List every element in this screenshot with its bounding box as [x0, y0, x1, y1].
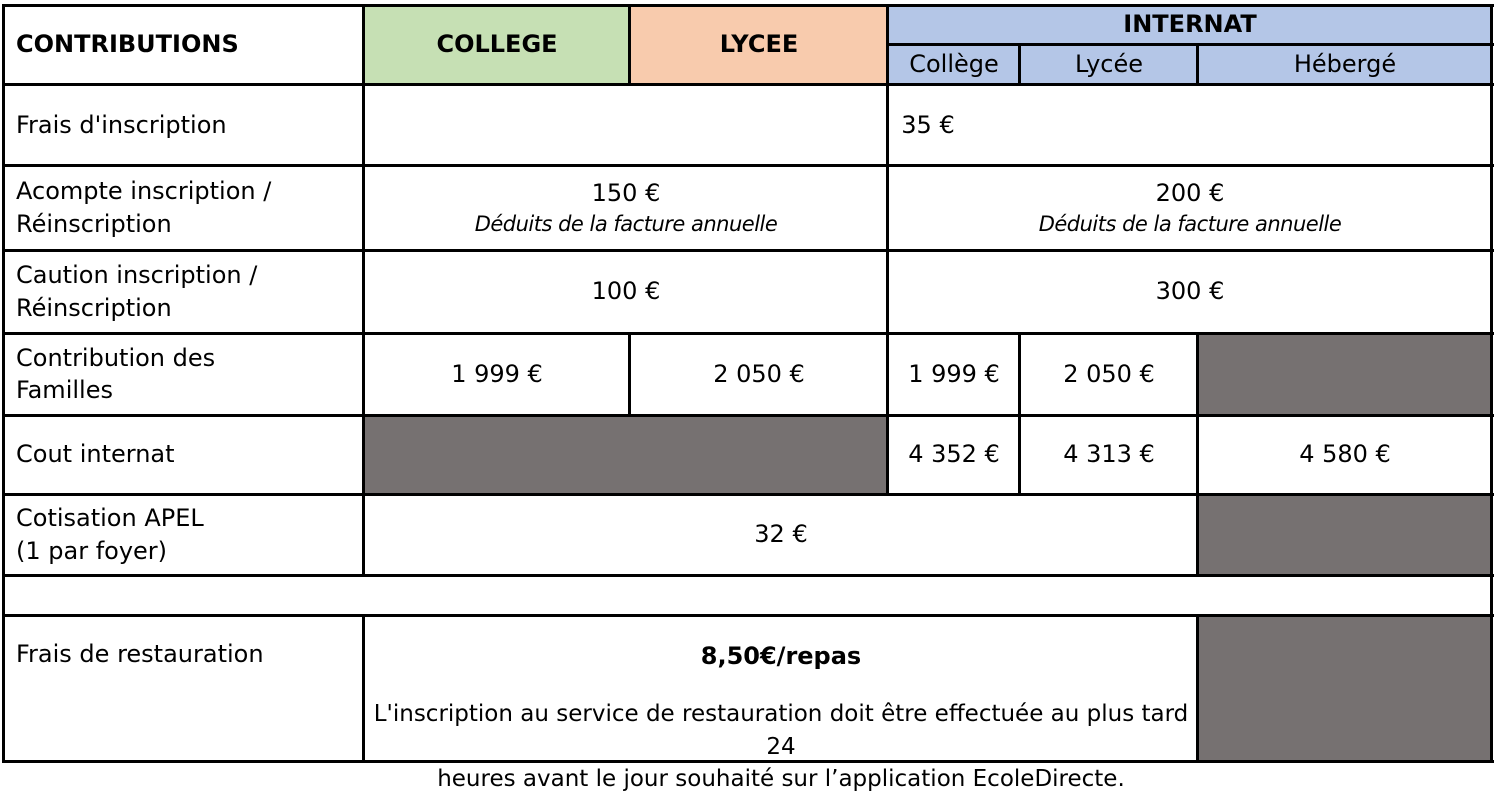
- restauration-heberge-empty: [1199, 616, 1491, 760]
- apel-heberge-empty: [1199, 495, 1491, 574]
- acompte-internat: 200 € Déduits de la facture annuelle: [1038, 179, 1342, 236]
- grid-line: [2, 249, 1494, 252]
- grid-line: [2, 614, 1494, 617]
- row-label-apel: Cotisation APEL (1 par foyer): [16, 504, 204, 565]
- grid-line: [887, 43, 1494, 46]
- header-contributions: CONTRIBUTIONS: [16, 30, 239, 59]
- grid-line: [1490, 4, 1493, 763]
- grid-line: [2, 83, 1494, 86]
- grid-line: [1018, 43, 1021, 85]
- grid-line: [362, 4, 365, 575]
- header-internat-college: Collège: [889, 45, 1019, 83]
- caution-internat: 300 €: [1155, 277, 1225, 306]
- contribution-lycee: 2 050 €: [713, 359, 805, 388]
- grid-line: [886, 4, 889, 496]
- row-label-cout-internat: Cout internat: [16, 440, 175, 469]
- restauration-info: L'inscription au service de restauration doit être effectuée au plus tard 24 heures avant le jour souhaité sur l’application EcoleDirecte.: [373, 701, 1189, 792]
- row-label-inscription: Frais d'inscription: [16, 110, 227, 139]
- grid-line: [628, 4, 631, 85]
- grid-line: [2, 493, 1494, 496]
- cout-internat-externe-empty: [365, 416, 887, 493]
- contribution-college: 1 999 €: [451, 359, 543, 388]
- contribution-internat-lycee: 2 050 €: [1063, 359, 1155, 388]
- row-label-restauration: Frais de restauration: [16, 640, 264, 668]
- restauration-value: [365, 616, 1197, 792]
- grid-line: [362, 614, 365, 763]
- grid-line: [2, 574, 1494, 577]
- row-label-acompte: Acompte inscription / Réinscription: [16, 177, 272, 238]
- cout-internat-lycee: 4 313 €: [1063, 440, 1155, 469]
- contribution-heberge-empty: [1199, 334, 1491, 414]
- grid-line: [1196, 614, 1199, 763]
- grid-line: [2, 4, 1494, 7]
- grid-line: [2, 760, 1494, 763]
- grid-line: [1018, 332, 1021, 495]
- grid-line: [1196, 43, 1199, 85]
- apel-value: 32 €: [754, 520, 808, 549]
- grid-line: [2, 164, 1494, 167]
- contribution-internat-college: 1 999 €: [908, 359, 1000, 388]
- header-internat-lycee: Lycée: [1021, 45, 1197, 83]
- cout-internat-heberge: 4 580 €: [1299, 440, 1391, 469]
- header-college: COLLEGE: [365, 6, 629, 83]
- inscription-value: 35 €: [901, 110, 955, 139]
- header-internat: INTERNAT: [889, 6, 1491, 43]
- header-lycee: LYCEE: [631, 6, 887, 83]
- row-label-caution: Caution inscription / Réinscription: [16, 261, 258, 322]
- row-label-contribution: Contribution des Familles: [16, 343, 216, 404]
- spacer-row: [4, 576, 1491, 614]
- grid-line: [2, 332, 1494, 335]
- grid-line: [2, 4, 5, 763]
- acompte-college-lycee: 150 € Déduits de la facture annuelle: [474, 179, 778, 236]
- restauration-price: 8,50€/repas: [700, 642, 862, 670]
- grid-line: [628, 332, 631, 416]
- caution-college-lycee: 100 €: [591, 277, 661, 306]
- header-internat-heberge: Hébergé: [1199, 45, 1491, 83]
- grid-line: [2, 414, 1494, 417]
- grid-line: [1196, 332, 1199, 577]
- cout-internat-college: 4 352 €: [908, 440, 1000, 469]
